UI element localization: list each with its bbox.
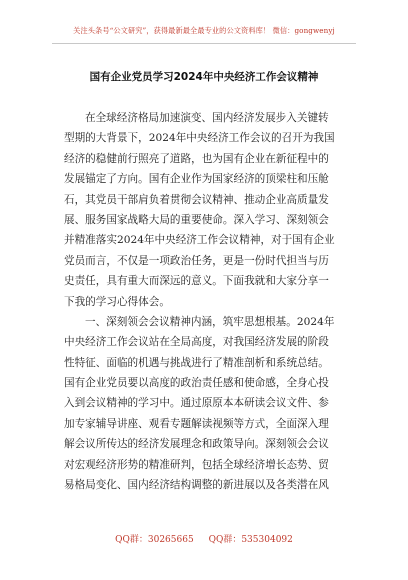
page-header: 关注头条号“公文研究”，获得最新最全最专业的公文资料库！ 微信：gongwenyj bbox=[73, 26, 335, 35]
document-body bbox=[64, 108, 346, 495]
qq-group-1: QQ群：30265665 bbox=[115, 535, 194, 545]
paragraph-line: 加专家辅导讲座、观看专题解读视频等方式，全面深入理 bbox=[64, 417, 329, 430]
document-title: 国有企业党员学习2024年中央经济工作会议精神 bbox=[89, 71, 319, 83]
paragraph-line: 解会议所传达的经济发展理念和政策导向。深刻领会会议 bbox=[64, 438, 329, 451]
paragraph-line: 党员而言，不仅是一项政治任务，更是一份时代担当与历 bbox=[64, 254, 329, 267]
paragraph-line: 易格局变化、国内经济结构调整的新进展以及各类潜在风 bbox=[64, 479, 329, 492]
paragraph-line: 并精准落实2024年中央经济工作会议精神，对于国有企业 bbox=[64, 234, 335, 247]
qq-group-2: QQ群：535304092 bbox=[208, 535, 293, 545]
paragraph-line: 中央经济工作会议站在全局高度，对我国经济发展的阶段 bbox=[64, 336, 329, 349]
paragraph-line: 发展锚定了方向。国有企业作为国家经济的顶梁柱和压舱 bbox=[64, 173, 329, 186]
paragraph-line: 型期的大背景下，2024年中央经济工作会议的召开为我国 bbox=[64, 132, 335, 145]
page-footer bbox=[0, 532, 408, 545]
paragraph-line: 展、服务国家战略大局的重要使命。深入学习、深刻领会 bbox=[64, 213, 329, 226]
paragraph-line: 一、深刻领会会议精神内涵，筑牢思想根基。2024年 bbox=[85, 315, 335, 328]
paragraph-line: 史责任，具有重大而深远的意义。下面我就和大家分享一 bbox=[64, 275, 329, 288]
paragraph-line: 在全球经济格局加速演变、国内经济发展步入关键转 bbox=[85, 112, 329, 124]
paragraph-line: 经济的稳健前行照亮了道路，也为国有企业在新征程中的 bbox=[64, 152, 329, 165]
paragraph-line: 入到会议精神的学习中。通过原原本本研读会议文件、参 bbox=[64, 397, 329, 410]
header-divider bbox=[52, 43, 356, 44]
paragraph-line: 国有企业党员要以高度的政治责任感和使命感，全身心投 bbox=[64, 377, 329, 390]
paragraph-line: 对宏观经济形势的精准研判，包括全球经济增长态势、贸 bbox=[64, 458, 329, 471]
paragraph-line: 下我的学习心得体会。 bbox=[64, 295, 170, 308]
paragraph-line: 石，其党员干部肩负着贯彻会议精神、推动企业高质量发 bbox=[64, 193, 329, 206]
paragraph-line: 性特征、面临的机遇与挑战进行了精准剖析和系统总结。 bbox=[64, 356, 329, 369]
